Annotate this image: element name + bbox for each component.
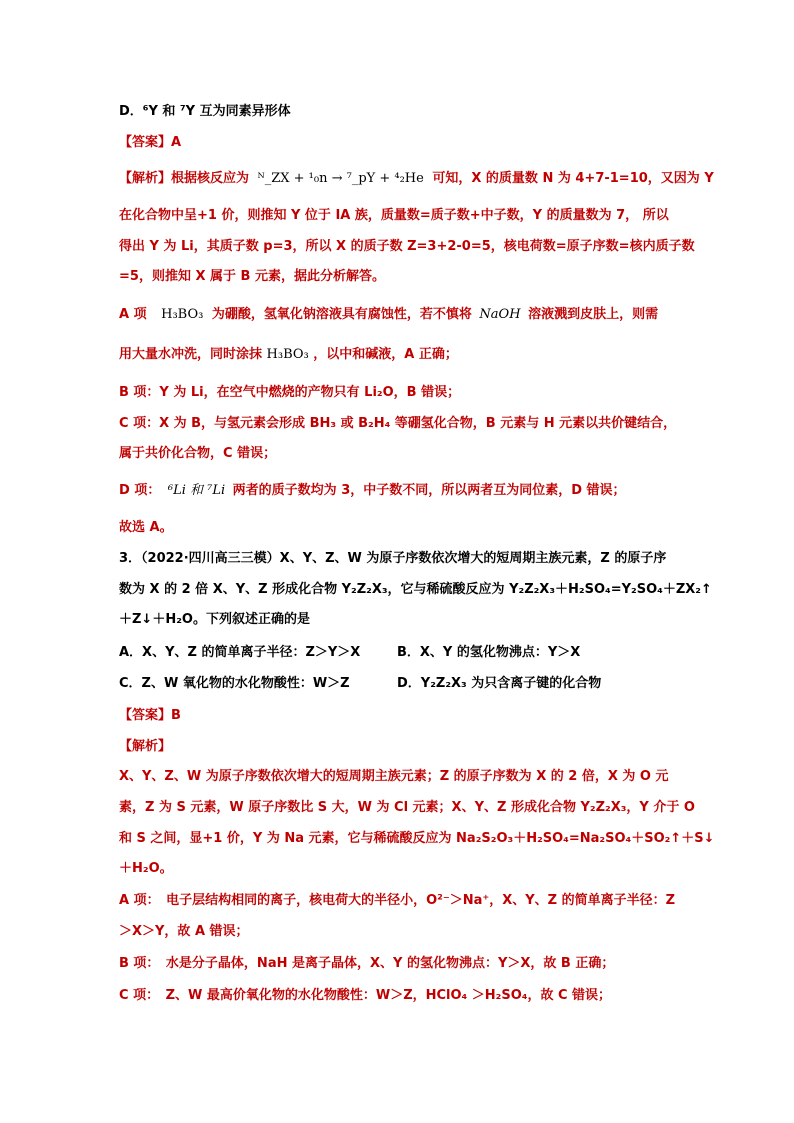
item-a-text-2: 溶液溅到皮肤上，则需: [528, 307, 659, 322]
nuclear-equation: ᴺ_ZX + ¹₀n → ⁷_pY + ⁴₂He: [257, 171, 424, 186]
item-d-text: 两者的质子数均为 3，中子数不同，所以两者互为同位素，D 错误；: [232, 483, 626, 498]
conclusion-line: 故选 A。: [119, 520, 173, 535]
item-a-text-4: ，以中和碱液，A 正确；: [313, 347, 458, 362]
analysis-2-item-a-line-1: A 项： 电子层结构相同的离子，核电荷大的半径小，O²⁻＞Na⁺，X、Y、Z 的简单离子半径：Z: [119, 893, 676, 908]
analysis-line-1: [119, 169, 714, 189]
item-a-label: A 项: [119, 307, 147, 322]
boric-acid-formula: H₃BO₃: [161, 307, 204, 322]
item-a-text-1: 为硼酸，氢氧化钠溶液具有腐蚀性，若不慎将: [211, 307, 472, 322]
analysis-2-line-3: 和 S 之间，显+1 价，Y 为 Na 元素，它与稀硫酸反应为 Na₂S₂O₃＋H₂SO₄=Na₂SO₄＋SO₂↑＋S↓: [119, 831, 715, 846]
analysis-2-item-c: C 项： Z、W 最高价氧化物的水化物酸性：W＞Z，HClO₄ ＞H₂SO₄，故 C 错误；: [119, 988, 612, 1003]
lithium-isotopes: ⁶Li 和 ⁷Li: [167, 483, 226, 498]
answer-tag: 【答案】A: [119, 135, 182, 150]
item-c-line-2: 属于共价化合物，C 错误；: [119, 446, 277, 461]
question-3-line-1: 3．（2022·四川高三三模）X、Y、Z、W 为原子序数依次增大的短周期主族元素，Z 的原子序: [119, 551, 667, 566]
answer-tag-2: 【答案】B: [119, 708, 181, 723]
item-d-line: [119, 481, 694, 501]
analysis-line-3: 得出 Y 为 Li，其质子数 p=3，所以 X 的质子数 Z=3+2-0=5，核电荷数=原子序数=核内质子数: [119, 239, 695, 254]
option-b: B．X、Y 的氢化物沸点：Y＞X: [397, 645, 581, 660]
item-b-line: B 项：Y 为 Li，在空气中燃烧的产物只有 Li₂O，B 错误；: [119, 385, 461, 400]
item-a-text-3: 用大量水冲洗，同时涂抹: [119, 347, 263, 362]
analysis-line-2: 在化合物中呈+1 价，则推知 Y 位于 IA 族，质量数=质子数+中子数，Y 的质量数为 7， 所以: [119, 208, 669, 223]
analysis-2-line-1: X、Y、Z、W 为原子序数依次增大的短周期主族元素；Z 的原子序数为 X 的 2 倍，X 为 O 元: [119, 769, 669, 784]
option-d-text: D．⁶Y 和 ⁷Y 互为同素异形体: [119, 104, 291, 119]
option-d: D．Y₂Z₂X₃ 为只含离子键的化合物: [397, 676, 602, 691]
options-row-2: [119, 674, 694, 694]
naoh-formula: NaOH: [479, 307, 521, 322]
option-a: A．X、Y、Z 的简单离子半径：Z＞Y＞X: [119, 645, 361, 660]
question-3-line-3: ＋Z↓＋H₂O。下列叙述正确的是: [119, 612, 310, 627]
item-d-label: D 项：: [119, 483, 161, 498]
analysis-tag-2: 【解析】: [119, 739, 172, 754]
boric-acid-formula-2: H₃BO₃: [266, 347, 309, 362]
options-row-1: [119, 643, 694, 663]
analysis-intro: 【解析】根据核反应为: [119, 171, 250, 186]
question-3-line-2: 数为 X 的 2 倍 X、Y、Z 形成化合物 Y₂Z₂X₃，它与稀硫酸反应为 Y₂Z₂X₃＋H₂SO₄=Y₂SO₄＋ZX₂↑: [119, 582, 712, 597]
analysis-2-item-a-line-2: ＞X＞Y，故 A 错误；: [119, 924, 249, 939]
analysis-2-item-b: B 项： 水是分子晶体，NaH 是离子晶体，X、Y 的氢化物沸点：Y＞X，故 B 正确；: [119, 956, 615, 971]
item-c-line-1: C 项：X 为 B，与氢元素会形成 BH₃ 或 B₂H₄ 等硼氢化合物，B 元素与 H 元素以共价键结合，: [119, 416, 677, 431]
analysis-2-line-2: 素，Z 为 S 元素，W 原子序数比 S 大，W 为 Cl 元素；X、Y、Z 形成化合物 Y₂Z₂X₃，Y 介于 O: [119, 800, 695, 815]
item-a-line-1: [119, 305, 694, 325]
analysis-line-4: =5，则推知 X 属于 B 元素，据此分析解答。: [119, 269, 385, 284]
option-c: C．Z、W 氧化物的水化物酸性：W＞Z: [119, 676, 350, 691]
analysis-line-1-rest: 可知，X 的质量数 N 为 4+7-1=10，又因为 Y: [432, 171, 714, 186]
analysis-2-line-4: ＋H₂O。: [119, 861, 173, 876]
item-a-line-2: [119, 345, 694, 365]
